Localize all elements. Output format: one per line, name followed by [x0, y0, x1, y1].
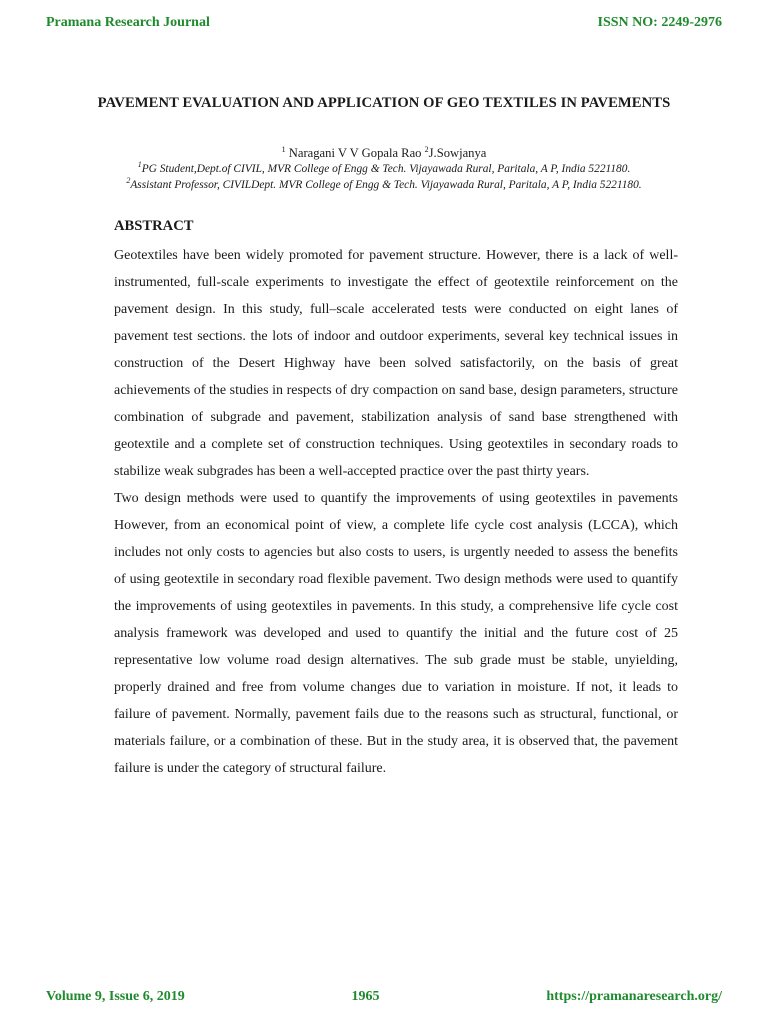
abstract-paragraph-2: Two design methods were used to quantify the improvements of using geotextiles in pavements However, from an economical point of view, a complete life cycle cost analysis (LCCA), which includes not only costs to agencies but also costs to users, is urgently needed to assess the benefits of using geotextile in secondary road flexible pavement. Two design methods were used to quantify the improvements of using geotextiles in pavements. In this study, a comprehensive life cycle cost analysis framework was developed and used to quantify the initial and the future cost of 25 representative low volume road design alternatives. The sub grade must be stable, unyielding, properly drained and free from volume changes due to variation in moisture. If not, it leads to failure of pavement. Normally, pavement fails due to the reasons such as structural, functional, or materials failure, or a combination of these. But in the study area, it is observed that, the pavement failure is under the category of structural failure. [114, 491, 678, 776]
affiliation-1-superscript: 1 [137, 160, 142, 170]
journal-url-link[interactable]: https://pramanaresearch.org/ [546, 989, 722, 1004]
page-number: 1965 [351, 989, 380, 1004]
author1-name: Naragani V V Gopala Rao [288, 146, 422, 160]
affiliation-2-superscript: 2 [126, 176, 131, 186]
affiliation-1 [0, 160, 768, 175]
affiliation-2 [0, 176, 768, 191]
paper-title: PAVEMENT EVALUATION AND APPLICATION OF GEO TEXTILES IN PAVEMENTS [97, 95, 671, 111]
page-header [46, 15, 722, 31]
author1-superscript: 1 [281, 144, 286, 154]
affiliation-1-text: PG Student,Dept.of CIVIL, MVR College of Engg & Tech. Vijayawada Rural, Paritala, A P, India 5221180. [141, 163, 631, 175]
issn-number: ISSN NO: 2249-2976 [597, 15, 722, 30]
journal-name: Pramana Research Journal [46, 15, 210, 30]
volume-issue: Volume 9, Issue 6, 2019 [46, 989, 185, 1004]
abstract-heading: ABSTRACT [114, 218, 194, 234]
author2-name: J.Sowjanya [428, 146, 487, 160]
abstract-body [114, 242, 678, 782]
author-line [0, 146, 768, 161]
affiliation-2-text: Assistant Professor, CIVILDept. MVR College of Engg & Tech. Vijayawada Rural, Paritala, A P, India 5221180. [130, 179, 642, 191]
abstract-paragraph-1: Geotextiles have been widely promoted for pavement structure. However, there is a lack of well-instrumented, full-scale experiments to investigate the effect of geotextile reinforcement on the pavement design. In this study, full–scale accelerated tests were conducted on eight lanes of pavement test sections. the lots of indoor and outdoor experiments, several key technical issues in construction of the Desert Highway have been solved satisfactorily, on the basis of great achievements of the studies in respects of dry compaction on sand base, design parameters, structure combination of subgrade and pavement, stabilization analysis of sand base strengthened with geotextile and a complete set of construction techniques. Using geotextiles in secondary roads to stabilize weak subgrades has been a well-accepted practice over the past thirty years. [114, 248, 678, 479]
author2-superscript: 2 [424, 144, 429, 154]
page-footer [46, 989, 722, 1005]
